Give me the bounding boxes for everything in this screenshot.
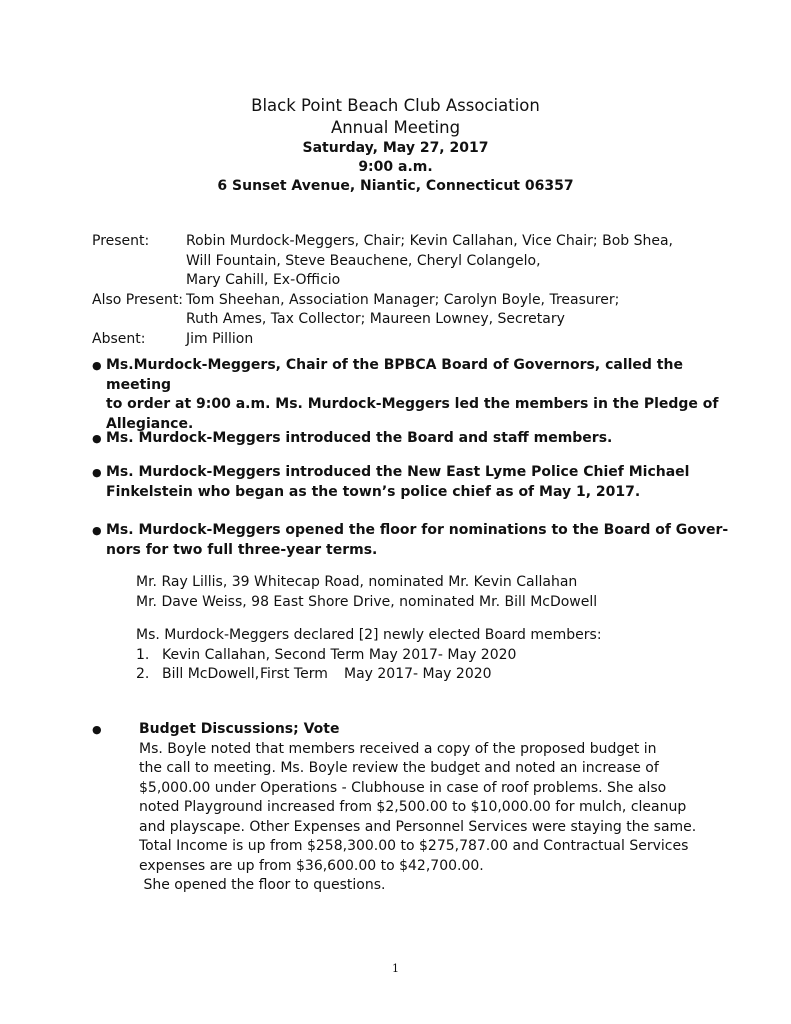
also-present-label: Also Present: (92, 291, 184, 308)
budget-heading: Budget Discussions; Vote (139, 721, 340, 737)
budget-line: Total Income is up from $258,300.00 to $275,787.00 and Contractual Services (139, 838, 689, 854)
also-present-row (92, 291, 752, 330)
bullet-line: Allegiance. (106, 415, 194, 432)
present-line: Mary Cahill, Ex-Officio (186, 272, 341, 288)
page-number: 1 (392, 962, 399, 975)
present-label: Present: (92, 233, 150, 249)
org-name: Black Point Beach Club Association (251, 96, 540, 115)
meeting-time: 9:00 a.m. (358, 159, 433, 175)
bullet-line: Ms.Murdock-Meggers, Chair of the BPBCA Board of Governors, called the meeting (106, 357, 683, 393)
bullet-line: nors for two full three-year terms. (106, 541, 378, 558)
elected-dates: May 2017- May 2020 (344, 666, 492, 682)
budget-line: expenses are up from $36,600.00 to $42,700.00. (139, 857, 484, 874)
budget-section (92, 720, 732, 896)
elected-name: Bill McDowell, (162, 666, 260, 682)
budget-line: She opened the floor to questions. (139, 877, 386, 893)
bullet-text (106, 463, 732, 502)
bullet-line: Ms. Murdock-Meggers opened the floor for nominations to the Board of Gover- (106, 522, 729, 538)
absent-value: Jim Pillion (186, 330, 254, 347)
bullet-item-nominations (92, 521, 732, 560)
elected-intro: Ms. Murdock-Meggers declared [2] newly elected Board members: (136, 627, 602, 643)
present-line: Will Fountain, Steve Beauchene, Cheryl Colangelo, (186, 252, 541, 269)
nominations-list (136, 573, 597, 612)
meeting-address: 6 Sunset Avenue, Niantic, Connecticut 06357 (217, 178, 574, 194)
nomination-line: Mr. Ray Lillis, 39 Whitecap Road, nominated Mr. Kevin Callahan (136, 574, 578, 590)
attendance-section (92, 232, 752, 349)
bullet-line: Ms. Murdock-Meggers introduced the New East Lyme Police Chief Michael (106, 464, 690, 480)
also-present-line: Tom Sheehan, Association Manager; Carolyn Boyle, Treasurer; (186, 291, 620, 308)
bullet-item-introductions (92, 429, 732, 449)
budget-line: Ms. Boyle noted that members received a copy of the proposed budget in (139, 740, 657, 757)
meeting-date: Saturday, May 27, 2017 (302, 140, 489, 156)
bullet-icon: ● (92, 432, 102, 445)
elected-members (136, 626, 602, 685)
elected-text: Kevin Callahan, Second Term May 2017- May 2020 (162, 646, 517, 663)
also-present-list (186, 291, 752, 330)
present-list (186, 232, 752, 291)
also-present-line: Ruth Ames, Tax Collector; Maureen Lowney, Secretary (186, 311, 565, 327)
present-row (92, 232, 752, 291)
bullet-text (106, 429, 732, 449)
budget-line: noted Playground increased from $2,500.00 to $10,000.00 for mulch, cleanup (139, 799, 687, 815)
meeting-title: Annual Meeting (330, 118, 461, 137)
bullet-text (106, 521, 732, 560)
budget-body (139, 720, 732, 896)
present-line: Robin Murdock-Meggers, Chair; Kevin Callahan, Vice Chair; Bob Shea, (186, 233, 674, 249)
absent-label: Absent: (92, 330, 146, 347)
document-header (0, 95, 791, 196)
bullet-item-call-to-order (92, 356, 732, 434)
bullet-icon: ● (92, 524, 102, 537)
budget-line: and playscape. Other Expenses and Personnel Services were staying the same. (139, 818, 697, 835)
absent-row (92, 330, 752, 350)
elected-term: First Term (260, 666, 328, 682)
budget-line: $5,000.00 under Operations - Clubhouse in case of roof problems. She also (139, 779, 667, 796)
bullet-text (106, 356, 732, 434)
bullet-icon: ● (92, 359, 102, 372)
nomination-line: Mr. Dave Weiss, 98 East Shore Drive, nominated Mr. Bill McDowell (136, 593, 598, 610)
elected-member-row (136, 646, 602, 666)
elected-number: 1. (136, 646, 150, 663)
bullet-item-police-chief (92, 463, 732, 502)
bullet-icon: ● (92, 466, 102, 479)
bullet-icon: ● (92, 723, 102, 736)
elected-number: 2. (136, 666, 150, 682)
bullet-line: to order at 9:00 a.m. Ms. Murdock-Meggers led the members in the Pledge of (106, 396, 719, 412)
elected-member-row (136, 665, 602, 685)
budget-line: the call to meeting. Ms. Boyle review the budget and noted an increase of (139, 760, 659, 776)
bullet-line: Ms. Murdock-Meggers introduced the Board and staff members. (106, 430, 613, 446)
bullet-line: Finkelstein who began as the town’s police chief as of May 1, 2017. (106, 483, 641, 500)
